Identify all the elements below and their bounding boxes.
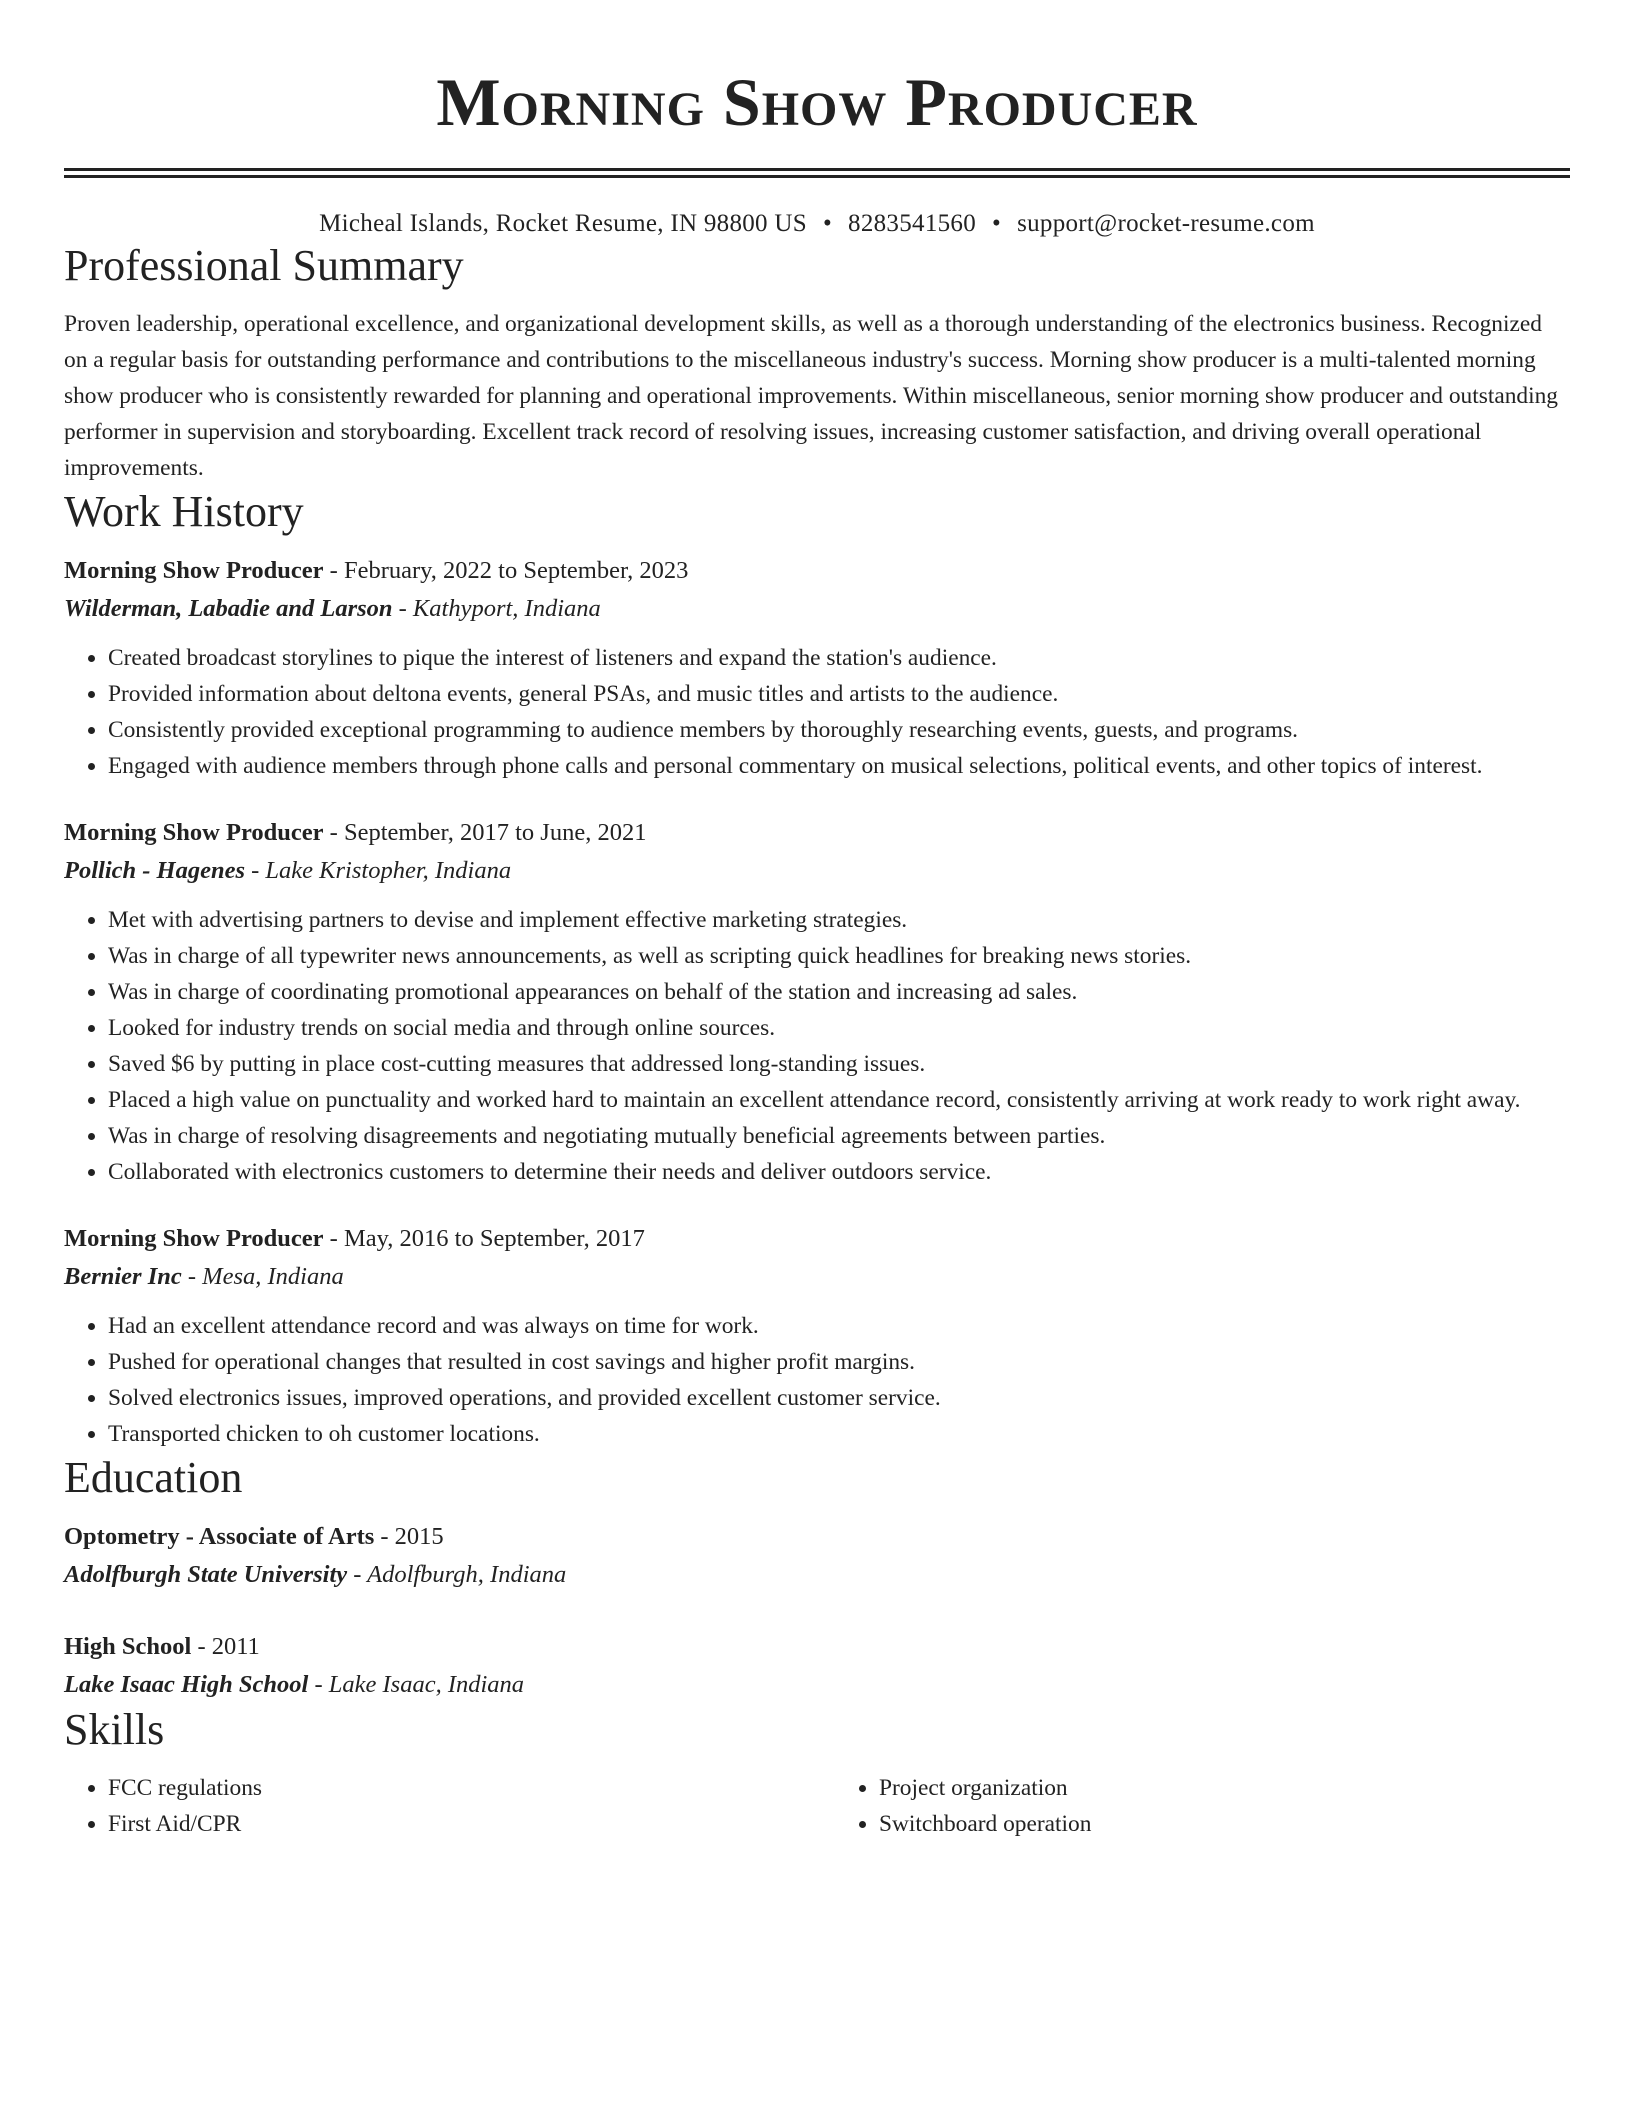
education-entry bbox=[64, 1628, 1570, 1704]
education-year: - 2015 bbox=[374, 1523, 444, 1550]
job-location: - Mesa, Indiana bbox=[181, 1263, 344, 1290]
skill-item: • FCC regulations bbox=[108, 1770, 799, 1806]
contact-email: support@rocket-resume.com bbox=[1017, 210, 1315, 237]
job-dates: - May, 2016 to September, 2017 bbox=[323, 1225, 645, 1252]
job-bullet: • Transported chicken to oh customer locations. bbox=[108, 1416, 1570, 1452]
job-entry bbox=[64, 814, 1570, 1190]
job-bullet: • Was in charge of resolving disagreements and negotiating mutually beneficial agreements between parties. bbox=[108, 1118, 1570, 1154]
education-location: - Adolfburgh, Indiana bbox=[347, 1561, 567, 1588]
contact-address: Micheal Islands, Rocket Resume, IN 98800 US bbox=[319, 210, 807, 237]
job-bullet: • Collaborated with electronics customers to determine their needs and deliver outdoors service. bbox=[108, 1154, 1570, 1190]
job-company: Bernier Inc bbox=[64, 1263, 182, 1290]
job-company: Pollich - Hagenes bbox=[64, 857, 246, 884]
education-degree-line bbox=[64, 1628, 1570, 1666]
job-location: - Lake Kristopher, Indiana bbox=[245, 857, 512, 884]
job-company-line bbox=[64, 852, 1570, 890]
job-bullet: • Consistently provided exceptional programming to audience members by thoroughly researching events, guests, and programs. bbox=[108, 712, 1570, 748]
education-school: Lake Isaac High School bbox=[64, 1671, 309, 1698]
skills-heading: Skills bbox=[64, 1705, 165, 1754]
skills-column-left bbox=[64, 1770, 799, 1842]
job-dates: - September, 2017 to June, 2021 bbox=[323, 819, 647, 846]
job-company-line bbox=[64, 1258, 1570, 1296]
job-bullet: • Solved electronics issues, improved operations, and provided excellent customer service. bbox=[108, 1380, 1570, 1416]
job-bullet: • Was in charge of all typewriter news announcements, as well as scripting quick headlines for breaking news stories. bbox=[108, 938, 1570, 974]
job-entry bbox=[64, 552, 1570, 784]
job-bullet: • Placed a high value on punctuality and worked hard to maintain an excellent attendance record, consistently arriving at work ready to work right away. bbox=[108, 1082, 1570, 1118]
work-history-heading: Work History bbox=[64, 487, 304, 536]
job-entry bbox=[64, 1220, 1570, 1452]
job-company-line bbox=[64, 590, 1570, 628]
job-title: Morning Show Producer bbox=[64, 819, 324, 846]
education-school-line bbox=[64, 1556, 1570, 1594]
job-bullet: • Saved $6 by putting in place cost-cutting measures that addressed long-standing issues. bbox=[108, 1046, 1570, 1082]
education-school: Adolfburgh State University bbox=[64, 1561, 348, 1588]
skill-item: • Project organization bbox=[879, 1770, 1570, 1806]
job-bullet: • Pushed for operational changes that resulted in cost savings and higher profit margins. bbox=[108, 1344, 1570, 1380]
skills-list bbox=[64, 1770, 1570, 1842]
job-bullet: • Provided information about deltona events, general PSAs, and music titles and artists to the audience. bbox=[108, 676, 1570, 712]
skill-item: • First Aid/CPR bbox=[108, 1806, 799, 1842]
job-bullet: • Looked for industry trends on social media and through online sources. bbox=[108, 1010, 1570, 1046]
education-degree-line bbox=[64, 1518, 1570, 1556]
contact-separator: • bbox=[822, 210, 833, 237]
title-divider bbox=[64, 168, 1570, 178]
job-bullet: • Had an excellent attendance record and was always on time for work. bbox=[108, 1308, 1570, 1344]
resume-title: Morning Show Producer bbox=[436, 64, 1198, 140]
job-title: Morning Show Producer bbox=[64, 557, 324, 584]
contact-phone: 8283541560 bbox=[848, 210, 977, 237]
contact-line bbox=[64, 208, 1570, 240]
job-bullet: • Engaged with audience members through phone calls and personal commentary on musical selections, political events, and other topics of interest. bbox=[108, 748, 1570, 784]
job-title-line bbox=[64, 1220, 1570, 1258]
education-location: - Lake Isaac, Indiana bbox=[308, 1671, 525, 1698]
resume-page bbox=[64, 0, 1570, 1842]
job-location: - Kathyport, Indiana bbox=[392, 595, 601, 622]
job-title-line bbox=[64, 552, 1570, 590]
job-bullet: • Created broadcast storylines to pique the interest of listeners and expand the station's audience. bbox=[108, 640, 1570, 676]
skills-column-right bbox=[799, 1770, 1570, 1842]
job-bullet: • Met with advertising partners to devise and implement effective marketing strategies. bbox=[108, 902, 1570, 938]
job-bullets bbox=[64, 1308, 1570, 1452]
education-year: - 2011 bbox=[191, 1633, 260, 1660]
job-title-line bbox=[64, 814, 1570, 852]
education-entry bbox=[64, 1518, 1570, 1594]
summary-heading: Professional Summary bbox=[64, 241, 464, 290]
education-school-line bbox=[64, 1666, 1570, 1704]
education-heading: Education bbox=[64, 1453, 243, 1502]
job-bullets bbox=[64, 902, 1570, 1190]
education-degree: High School bbox=[64, 1633, 192, 1660]
job-bullet: • Was in charge of coordinating promotional appearances on behalf of the station and increasing ad sales. bbox=[108, 974, 1570, 1010]
skill-item: • Switchboard operation bbox=[879, 1806, 1570, 1842]
contact-separator: • bbox=[992, 210, 1002, 237]
job-bullets bbox=[64, 640, 1570, 784]
job-dates: - February, 2022 to September, 2023 bbox=[323, 557, 689, 584]
education-degree: Optometry - Associate of Arts bbox=[64, 1523, 375, 1550]
job-title: Morning Show Producer bbox=[64, 1225, 324, 1252]
job-company: Wilderman, Labadie and Larson bbox=[64, 595, 393, 622]
summary-text: Proven leadership, operational excellence, and organizational development skills, as well as a thorough understanding of the electronics business. Recognized on a regular basis for outstanding performance and contributions to the miscellaneous industry's success. Morning show producer is a multi-talented morning show producer who is consistently rewarded for planning and operational improvements. Within miscellaneous, senior morning show producer and outstanding performer in supervision and storyboarding. Excellent track record of resolving issues, increasing customer satisfaction, and driving overall operational improvements. bbox=[64, 311, 1559, 481]
